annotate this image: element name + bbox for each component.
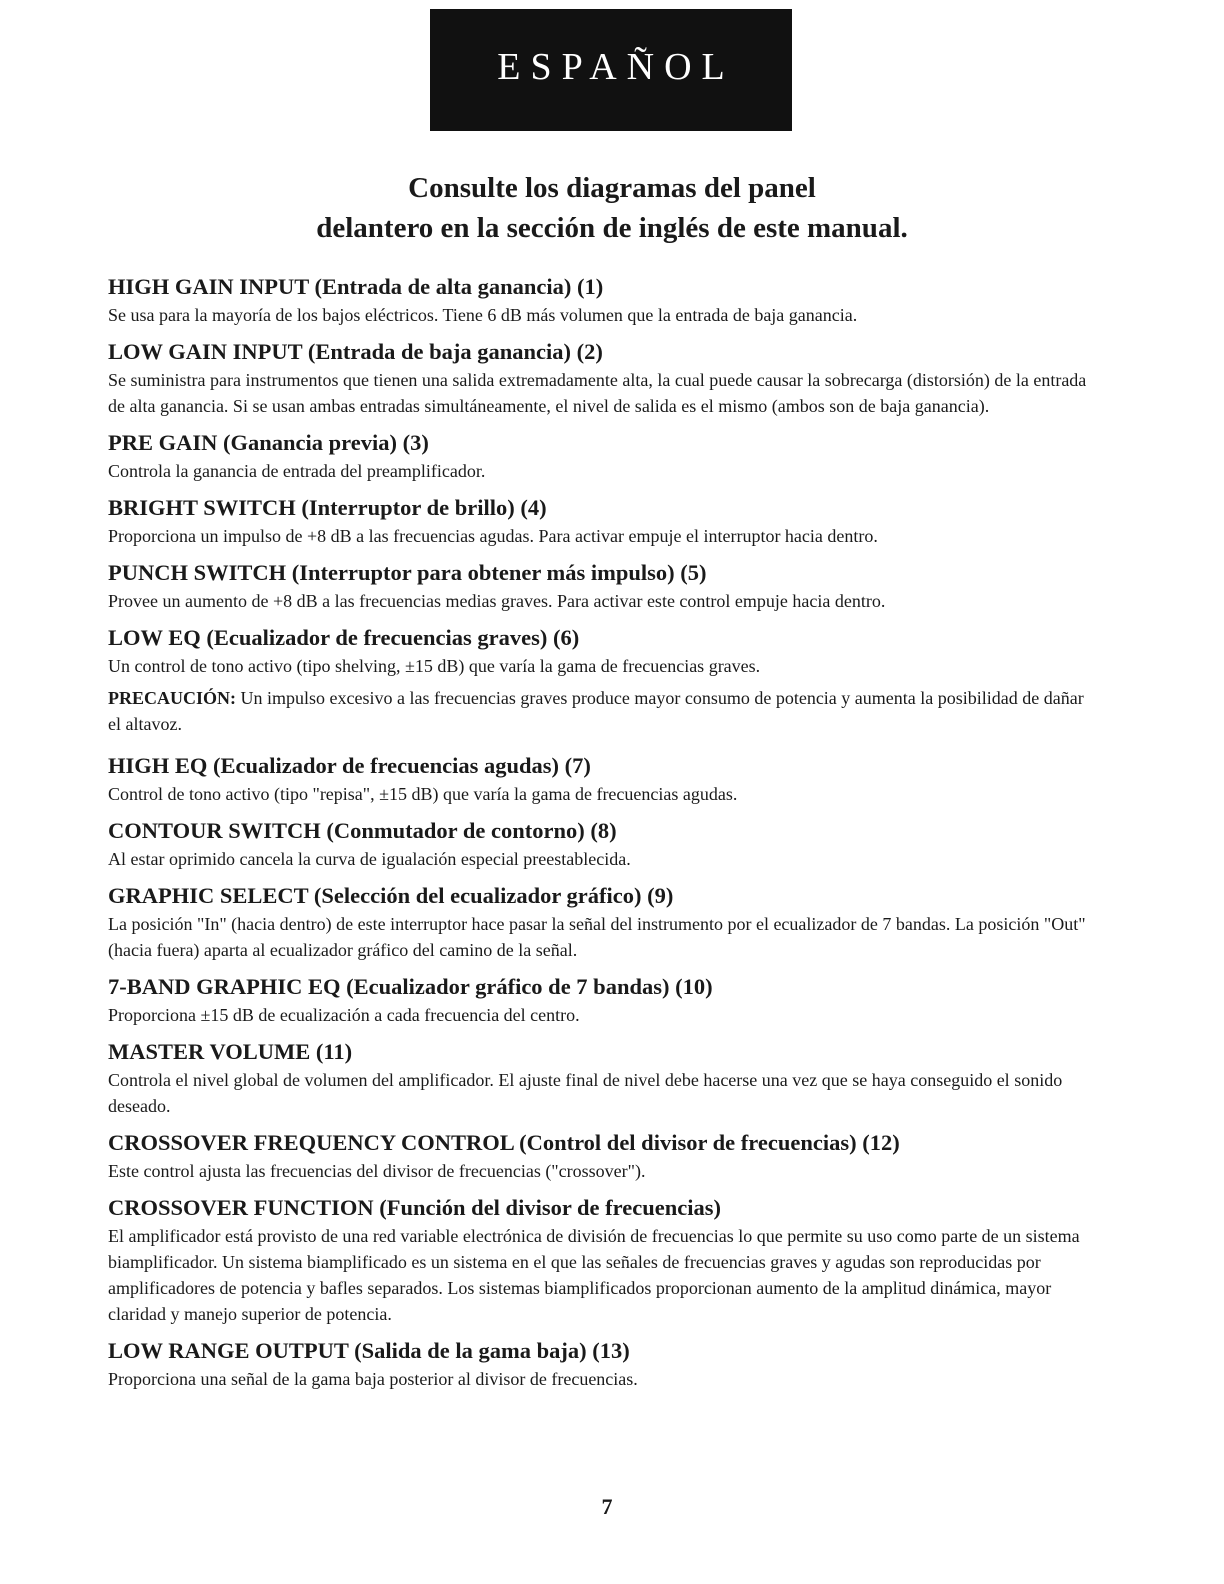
control-descriptions (108, 272, 1098, 1401)
section-body: Proporciona un impulso de +8 dB a las frecuencias agudas. Para activar empuje el interruptor hacia dentro. (108, 526, 878, 546)
section-heading: GRAPHIC SELECT (Selección del ecualizador gráfico) (9) (108, 883, 674, 908)
language-label: ESPAÑOL (497, 46, 735, 88)
section-heading: CROSSOVER FREQUENCY CONTROL (Control del divisor de frecuencias) (12) (108, 1130, 900, 1155)
language-header-band (430, 9, 792, 131)
section-body: La posición "In" (hacia dentro) de este interruptor hace pasar la señal del instrumento por el ecualizador de 7 bandas. La posición "Out" (hacia fuera) aparta al ecualizador gráfico del camino de la señal. (108, 914, 1086, 960)
section-body: Al estar oprimido cancela la curva de igualación especial preestablecida. (108, 849, 631, 869)
caution-text: Un impulso excesivo a las frecuencias graves produce mayor consumo de potencia y aumenta la posibilidad de dañar el altavoz. (108, 688, 1084, 734)
section-high-gain-input (108, 272, 1098, 328)
section-body: Este control ajusta las frecuencias del divisor de frecuencias ("crossover"). (108, 1161, 646, 1181)
section-7-band-graphic-eq (108, 972, 1098, 1028)
section-body: Se usa para la mayoría de los bajos eléctricos. Tiene 6 dB más volumen que la entrada de baja ganancia. (108, 305, 858, 325)
section-body: Proporciona una señal de la gama baja posterior al divisor de frecuencias. (108, 1369, 638, 1389)
section-heading: CONTOUR SWITCH (Conmutador de contorno) (8) (108, 818, 617, 843)
section-high-eq (108, 751, 1098, 807)
section-heading: LOW RANGE OUTPUT (Salida de la gama baja) (13) (108, 1338, 630, 1363)
page-number: 7 (601, 1494, 613, 1519)
section-pre-gain (108, 428, 1098, 484)
section-low-range-output (108, 1336, 1098, 1392)
subtitle-line-1: Consulte los diagramas del panel (408, 172, 816, 204)
caution-note (108, 685, 1098, 737)
section-body: Se suministra para instrumentos que tienen una salida extremadamente alta, la cual puede causar la sobrecarga (distorsión) de la entrada de alta ganancia. Si se usan ambas entradas simultáneamente, el nivel de salida es el mismo (ambos son de baja ganancia). (108, 370, 1087, 416)
section-heading: CROSSOVER FUNCTION (Función del divisor de frecuencias) (108, 1195, 721, 1220)
section-graphic-select (108, 881, 1098, 963)
subtitle-line-2: delantero en la sección de inglés de este manual. (316, 212, 908, 244)
section-body: Controla el nivel global de volumen del amplificador. El ajuste final de nivel debe hacerse una vez que se haya conseguido el sonido deseado. (108, 1070, 1063, 1116)
section-heading: LOW GAIN INPUT (Entrada de baja ganancia) (2) (108, 339, 603, 364)
section-body: El amplificador está provisto de una red variable electrónica de división de frecuencias lo que permite su uso como parte de un sistema biamplificador. Un sistema biamplificado es un sistema en el que las señales de frecuencias graves y agudas son reproducidas por amplificadores de potencia y bafles separados. Los sistemas biamplificados proporcionan aumento de la amplitud dinámica, mayor claridad y manejo superior de potencia. (108, 1226, 1080, 1324)
section-crossover-frequency-control (108, 1128, 1098, 1184)
section-crossover-function (108, 1193, 1098, 1327)
section-low-eq (108, 623, 1098, 737)
section-bright-switch (108, 493, 1098, 549)
section-body: Control de tono activo (tipo "repisa", ±15 dB) que varía la gama de frecuencias agudas. (108, 784, 738, 804)
section-heading: PRE GAIN (Ganancia previa) (3) (108, 430, 429, 455)
section-heading: PUNCH SWITCH (Interruptor para obtener más impulso) (5) (108, 560, 707, 585)
section-body: Provee un aumento de +8 dB a las frecuencias medias graves. Para activar este control empuje hacia dentro. (108, 591, 886, 611)
section-punch-switch (108, 558, 1098, 614)
caution-label: PRECAUCIÓN: (108, 688, 236, 708)
section-body: Un control de tono activo (tipo shelving, ±15 dB) que varía la gama de frecuencias graves. (108, 656, 761, 676)
section-heading: LOW EQ (Ecualizador de frecuencias graves) (6) (108, 625, 580, 650)
section-master-volume (108, 1037, 1098, 1119)
section-heading: MASTER VOLUME (11) (108, 1039, 353, 1064)
section-body: Controla la ganancia de entrada del preamplificador. (108, 461, 486, 481)
section-body: Proporciona ±15 dB de ecualización a cada frecuencia del centro. (108, 1005, 580, 1025)
section-heading: 7-BAND GRAPHIC EQ (Ecualizador gráfico de 7 bandas) (10) (108, 974, 713, 999)
section-heading: HIGH EQ (Ecualizador de frecuencias agudas) (7) (108, 753, 591, 778)
section-low-gain-input (108, 337, 1098, 419)
page-subtitle (0, 168, 1224, 248)
section-heading: HIGH GAIN INPUT (Entrada de alta ganancia) (1) (108, 274, 604, 299)
section-contour-switch (108, 816, 1098, 872)
section-heading: BRIGHT SWITCH (Interruptor de brillo) (4) (108, 495, 547, 520)
